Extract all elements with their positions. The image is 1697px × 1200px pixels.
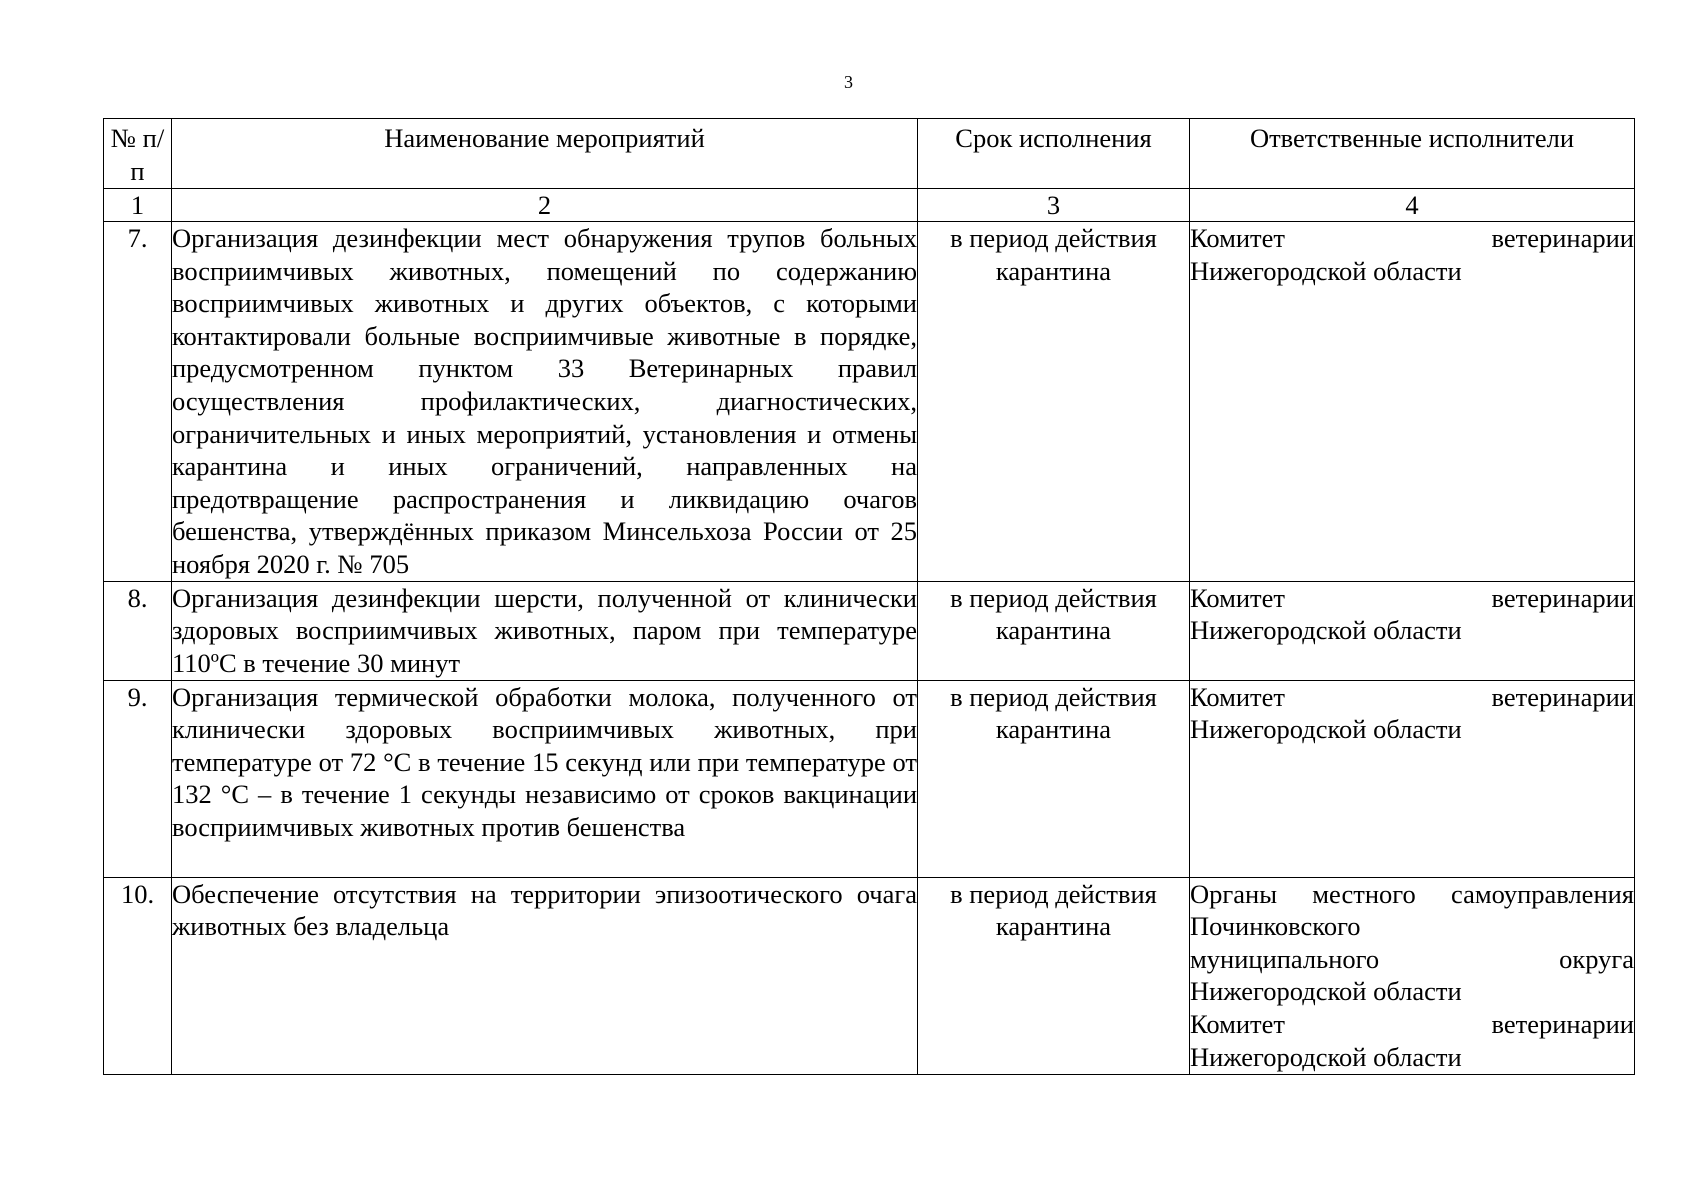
table-header-row: [104, 119, 1635, 189]
responsible-line: Нижегородской области: [1190, 976, 1462, 1007]
column-number-row: [104, 189, 1635, 222]
responsible-line: Нижегородской области: [1190, 255, 1462, 286]
row-number: 10.: [104, 877, 172, 1074]
table-row: [104, 877, 1635, 1074]
measure-name: Обеспечение отсутствия на территории эпизоотического очага животных без владельца: [172, 877, 918, 1074]
measure-term: в период действия карантина: [918, 222, 1190, 582]
column-number: 2: [172, 189, 918, 222]
measure-responsible: [1190, 222, 1635, 582]
responsible-line: Комитет ветеринарии: [1190, 582, 1634, 613]
measure-responsible: [1190, 581, 1635, 680]
table-row: [104, 581, 1635, 680]
responsible-line: Нижегородской области: [1190, 714, 1462, 745]
responsible-line: Комитет ветеринарии: [1190, 223, 1634, 253]
header-name: Наименование мероприятий: [172, 119, 918, 189]
responsible-line: Комитет ветеринарии: [1190, 1008, 1634, 1039]
measure-responsible: [1190, 680, 1635, 877]
header-term: Срок исполнения: [918, 119, 1190, 189]
header-num: № п/п: [104, 119, 172, 189]
page-number: 3: [844, 72, 853, 92]
measure-term: в период действия карантина: [918, 581, 1190, 680]
responsible-line: муниципального округа: [1190, 943, 1634, 974]
measure-name: Организация термической обработки молока, полученного от клинически здоровых восприимчивых животных, при температуре от 72 °С в течение 15 секунд или при температуре от 132 °С – в течение 1 секунды независимо от сроков вакцинации восприимчивых животных против бешенства: [172, 680, 918, 877]
row-number: 8.: [104, 581, 172, 680]
row-number: 9.: [104, 680, 172, 877]
table-row: [104, 680, 1635, 877]
responsible-line: Органы местного самоуправления: [1190, 878, 1634, 909]
measure-name: Организация дезинфекции мест обнаружения трупов больных восприимчивых животных, помещений по содержанию восприимчивых животных и других объектов, с которыми контактировали больные восприимчивые животные в порядке, предусмотренном пунктом 33 Ветеринарных правил осуществления профилактических, диагностических, ограничительных и иных мероприятий, установления и отмены карантина и иных ограничений, направленных на предотвращение распространения и ликвидацию очагов бешенства, утверждённых приказом Минсельхоза России от 25 ноября 2020 г. № 705: [172, 222, 918, 582]
responsible-line: Нижегородской области: [1190, 1041, 1462, 1072]
measures-table: [103, 118, 1635, 1075]
measure-term: в период действия карантина: [918, 680, 1190, 877]
responsible-line: Починковского: [1190, 911, 1361, 942]
table-row: [104, 222, 1635, 582]
column-number: 4: [1190, 189, 1635, 222]
responsible-line: Комитет ветеринарии: [1190, 681, 1634, 712]
header-responsible: Ответственные исполнители: [1190, 119, 1635, 189]
column-number: 3: [918, 189, 1190, 222]
row-number: 7.: [104, 222, 172, 582]
measure-name: Организация дезинфекции шерсти, полученной от клинически здоровых восприимчивых животных, паром при температуре 110ºС в течение 30 минут: [172, 581, 918, 680]
column-number: 1: [104, 189, 172, 222]
measure-term: в период действия карантина: [918, 877, 1190, 1074]
responsible-line: Нижегородской области: [1190, 615, 1462, 646]
measure-responsible: [1190, 877, 1635, 1074]
